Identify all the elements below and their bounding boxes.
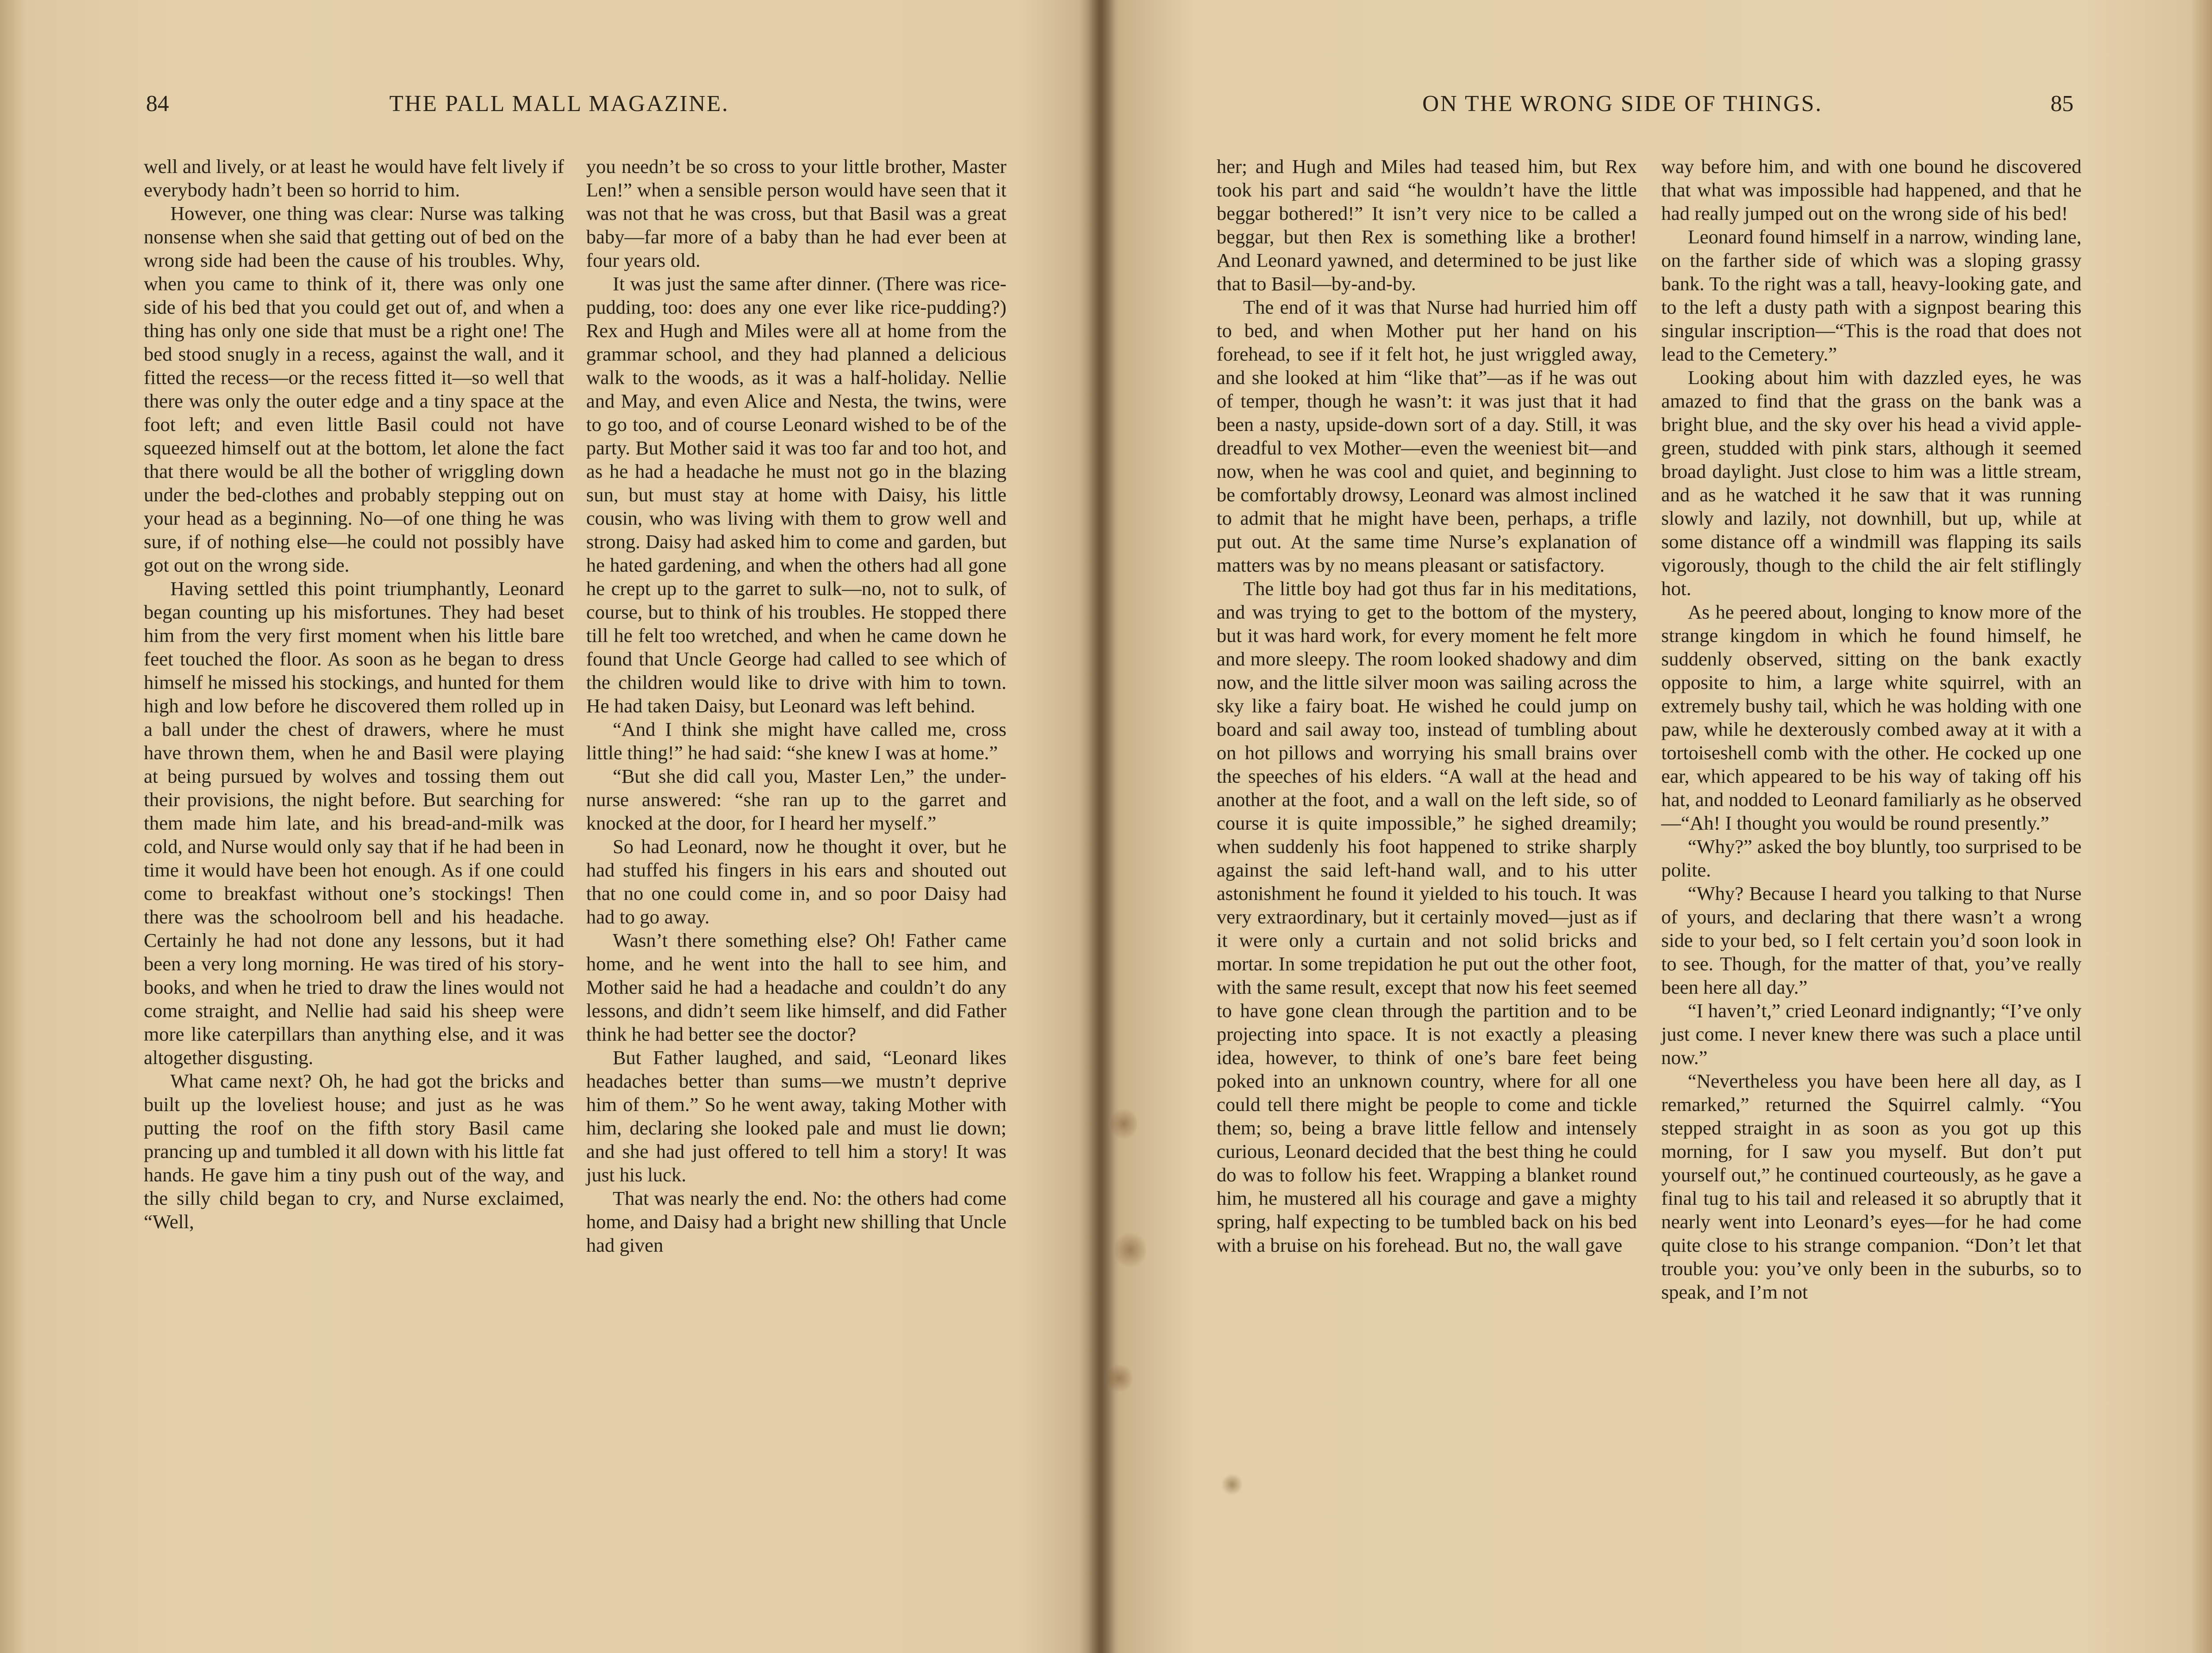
paragraph: Wasn’t there something else? Oh! Father came home, and he went into the hall to see him, and Mother said he had a headache and couldn’t do any lessons, and didn’t seem like himself, and did Father think he had better see the doctor? [586, 929, 1006, 1045]
running-head-right: ON THE WRONG SIDE OF THINGS. [1422, 91, 1823, 116]
foxing-stain [1221, 1473, 1243, 1495]
paragraph: But Father laughed, and said, “Leonard likes headaches better than sums—we mustn’t deprive him of them.” So he went away, taking Mother with him, declaring she looked pale and must lie down; and she had just offered to tell him a story! It was just his luck. [586, 1046, 1006, 1186]
foxing-stain [1110, 1106, 1137, 1142]
left-page [0, 0, 1079, 1653]
paragraph: “I haven’t,” cried Leonard indignantly; “I’ve only just come. I never knew there was such a place until now.” [1661, 999, 2081, 1069]
paragraph: way before him, and with one bound he discovered that what was impossible had happened, and that he had really jumped out on the wrong side of his bed! [1661, 155, 2081, 224]
left-page-column-2 [586, 155, 1006, 1257]
paragraph: Leonard found himself in a narrow, winding lane, on the farther side of which was a sloping grassy bank. To the right was a tall, heavy-looking gate, and to the left a dusty path with a signpost bearing this singular inscription—“This is the road that does not lead to the Cemetery.” [1661, 226, 2081, 365]
paragraph: you needn’t be so cross to your little brother, Master Len!” when a sensible person would have seen that it was not that he was cross, but that Basil was a great baby—far more of a baby than he had ever been at four years old. [586, 155, 1006, 271]
right-page-column-1 [1217, 155, 1637, 1257]
paragraph: What came next? Oh, he had got the bricks and built up the loveliest house; and just as he was putting the roof on the fifth story Basil came prancing up and tumbled it all down with his little fat hands. He gave him a tiny push out of the way, and the silly child began to cry, and Nurse exclaimed, “Well, [144, 1070, 564, 1233]
page-number-left: 84 [146, 91, 169, 116]
paragraph: “Nevertheless you have been here all day, as I remarked,” returned the Squirrel calmly. “You stepped straight in as soon as you got up this morning, for I saw you myself. But don’t put yourself out,” he continued courteously, as he gave a final tug to his tail and released it so abruptly that it nearly went into Leonard’s eyes—for he had come quite close to his strange companion. “Don’t let that trouble you: you’ve only been in the suburbs, so to speak, and I’m not [1661, 1070, 2081, 1303]
paragraph: Having settled this point triumphantly, Leonard began counting up his misfortunes. They had beset him from the very first moment when his little bare feet touched the floor. As soon as he began to dress himself he missed his stockings, and hunted for them high and low before he discovered them rolled up in a ball under the chest of drawers, where he must have thrown them, when he and Basil were playing at being pursued by wolves and tossing them out their provisions, the night before. But searching for them made him late, and his bread-and-milk was cold, and Nurse would only say that if he had been in time it would have been hot enough. As if one could come to breakfast without one’s stockings! Then there was the schoolroom bell and his headache. Certainly he had not done any lessons, but it had been a very long morning. He was tired of his story-books, and when he tried to draw the lines would not come straight, and Nellie had said his sheep were more like caterpillars than anything else, and it was altogether disgusting. [144, 577, 564, 1069]
foxing-stain [1106, 1363, 1133, 1394]
paragraph: It was just the same after dinner. (There was rice-pudding, too: does any one ever like rice-pudding?) Rex and Hugh and Miles were all at home from the grammar school, and they had planned a delicious walk to the woods, as it was a half-holiday. Nellie and May, and even Alice and Nesta, the twins, were to go too, and of course Leonard wished to be of the party. But Mother said it was too far and too hot, and as he had a headache he must not go in the blazing sun, but must stay at home with Daisy, his little cousin, who was living with them to grow well and strong. Daisy had asked him to come and garden, but he hated gardening, and when the others had all gone he crept up to the garret to sulk—no, not to sulk, of course, but to think of his troubles. He stopped there till he felt too wretched, and when he came down he found that Uncle George had called to see which of the children would like to drive with him to town. He had taken Daisy, but Leonard was left behind. [586, 273, 1006, 717]
paragraph: her; and Hugh and Miles had teased him, but Rex took his part and said “he wouldn’t have the little beggar bothered!” It isn’t very nice to be called a beggar, but then Rex is something like a brother! And Leonard yawned, and determined to be just like that to Basil—by-and-by. [1217, 155, 1637, 295]
paragraph: Looking about him with dazzled eyes, he was amazed to find that the grass on the bank was a bright blue, and the sky over his head a vivid apple-green, studded with pink stars, although it seemed broad daylight. Just close to him was a little stream, and as he watched it he saw that it was running slowly and lazily, not downhill, but up, while at some distance off a windmill was flapping its sails vigorously, though to the child the air felt stiflingly hot. [1661, 366, 2081, 600]
paragraph: However, one thing was clear: Nurse was talking nonsense when she said that getting out of bed on the wrong side had been the cause of his troubles. Why, when you came to think of it, there was only one side of his bed that you could get out of, and when a thing has only one side that must be a right one! The bed stood snugly in a recess, against the wall, and it fitted the recess—or the recess fitted it—so well that there was only the outer edge and a tiny space at the foot left; and even little Basil could not have squeezed himself out at the bottom, let alone the fact that there would be all the bother of wriggling down under the bed-clothes and probably stepping out on your head as a beginning. No—of one thing he was sure, if of nothing else—he could not possibly have got out on the wrong side. [144, 202, 564, 576]
paragraph: “And I think she might have called me, cross little thing!” he had said: “she knew I was at home.” [586, 718, 1006, 764]
paragraph: well and lively, or at least he would have felt lively if everybody hadn’t been so horrid to him. [144, 155, 564, 201]
right-page-column-2 [1661, 155, 2081, 1304]
paragraph: So had Leonard, now he thought it over, but he had stuffed his fingers in his ears and shouted out that no one could come in, and so poor Daisy had had to go away. [586, 835, 1006, 928]
left-page-column-1 [144, 155, 564, 1234]
paragraph: As he peered about, longing to know more of the strange kingdom in which he found himself, he suddenly observed, sitting on the bank exactly opposite to him, a large white squirrel, with an extremely bushy tail, which he was holding with one paw, while he dexterously combed away at it with a tortoiseshell comb with the other. He cocked up one ear, which appeared to be his way of taking off his hat, and nodded to Leonard familiarly as he observed—“Ah! I thought you would be round presently.” [1661, 601, 2081, 834]
paragraph: “Why?” asked the boy bluntly, too surprised to be polite. [1661, 835, 2081, 881]
foxing-stain [1115, 1230, 1146, 1270]
book-gutter [1079, 0, 1119, 1653]
paragraph: “Why? Because I heard you talking to that Nurse of yours, and declaring that there wasn’t a wrong side to your bed, so I felt certain you’d soon look in to see. Though, for the matter of that, you’ve really been here all day.” [1661, 882, 2081, 998]
paragraph: The end of it was that Nurse had hurried him off to bed, and when Mother put her hand on his forehead, to see if it felt hot, he just wriggled away, and she looked at him “like that”—as if he was out of temper, though he wasn’t: it was just that it had been a nasty, upside-down sort of a day. Still, it was dreadful to vex Mother—even the weeniest bit—and now, when he was cool and quiet, and beginning to be comfortably drowsy, Leonard was almost inclined to admit that he might have been, perhaps, a trifle put out. At the same time Nurse’s explanation of matters was by no means pleasant or satisfactory. [1217, 296, 1637, 576]
paragraph: “But she did call you, Master Len,” the under-nurse answered: “she ran up to the garret and knocked at the door, for I heard her myself.” [586, 765, 1006, 834]
running-head-left: THE PALL MALL MAGAZINE. [389, 91, 730, 116]
paragraph: That was nearly the end. No: the others had come home, and Daisy had a bright new shilling that Uncle had given [586, 1187, 1006, 1256]
page-number-right: 85 [2051, 91, 2074, 116]
paragraph: The little boy had got thus far in his meditations, and was trying to get to the bottom of the mystery, but it was hard work, for every moment he felt more and more sleepy. The room looked shadowy and dim now, and the little silver moon was sailing across the sky like a fairy boat. He wished he could jump on board and sail away too, instead of tumbling about on hot pillows and worrying his small brains over the speeches of his elders. “A wall at the head and another at the foot, and a wall on the left side, so of course it is quite impossible,” he sighed dreamily; when suddenly his foot happened to strike sharply against the said left-hand wall, and to his utter astonishment he found it yielded to his touch. It was very extraordinary, but it certainly moved—just as if it were only a curtain and not solid bricks and mortar. In some trepidation he put out the other foot, with the same result, except that now his feet seemed to have gone clean through the partition and to be projecting into space. It is not exactly a pleasing idea, however, to think of one’s bare feet being poked into an unknown country, where for all one could tell there might be people to come and tickle them; so, being a brave little fellow and intensely curious, Leonard decided that the best thing he could do was to follow his feet. Wrapping a blanket round him, he mustered all his courage and gave a mighty spring, half expecting to be tumbled back on his bed with a bruise on his forehead. But no, the wall gave [1217, 577, 1637, 1256]
right-page [1119, 0, 2212, 1653]
